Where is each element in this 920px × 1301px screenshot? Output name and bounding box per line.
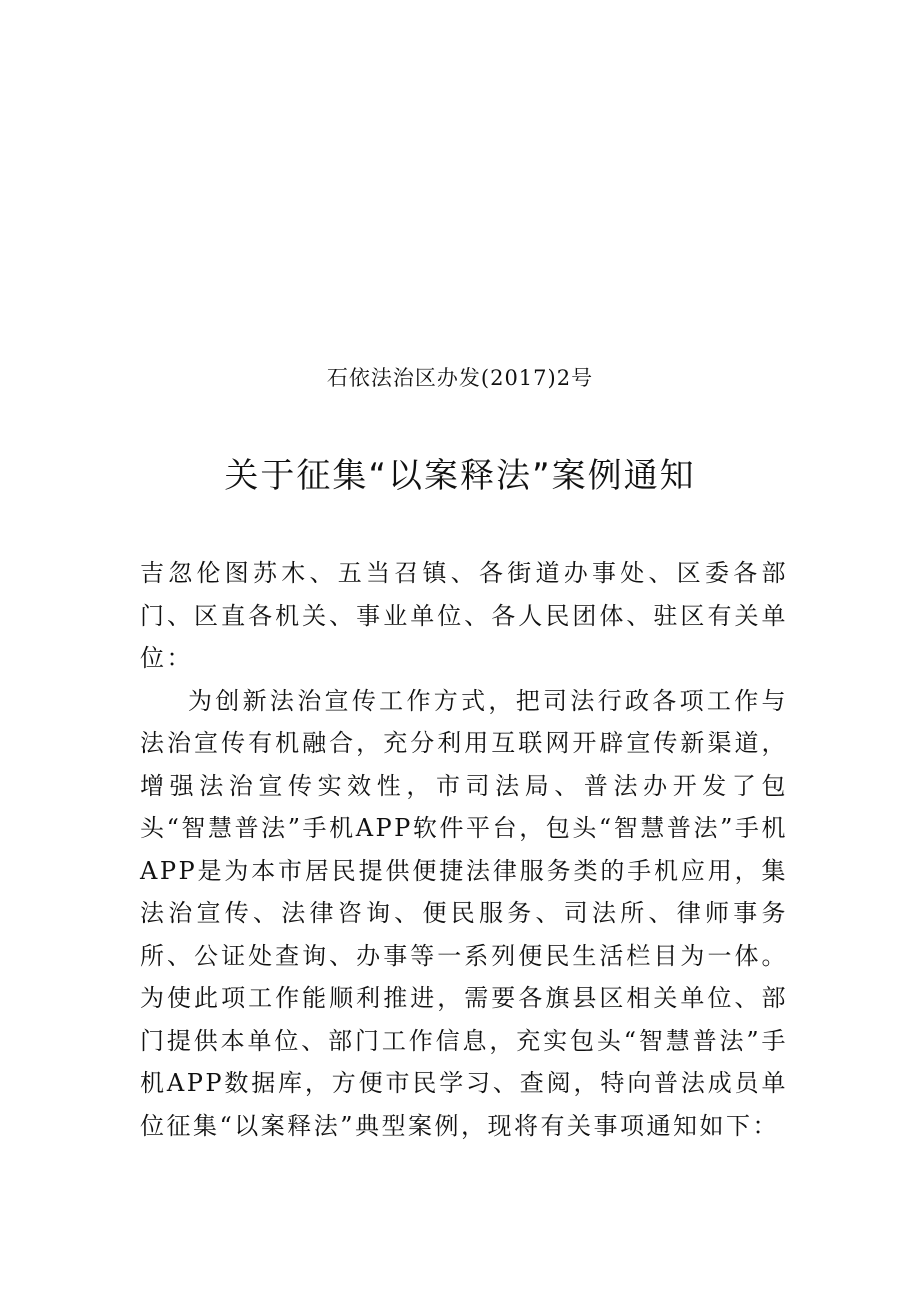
body-paragraph: 为创新法治宣传工作方式，把司法行政各项工作与法治宣传有机融合，充分利用互联网开辟宣传新渠道，增强法治宣传实效性，市司法局、普法办开发了包头“智慧普法”手机APP软件平台，包头“智慧普法”手机APP是为本市居民提供便捷法律服务类的手机应用，集法治宣传、法律咨询、便民服务、司法所、律师事务所、公证处查询、办事等一系列便民生活栏目为一体。为使此项工作能顺利推进，需要各旗县区相关单位、部门提供本单位、部门工作信息，充实包头“智慧普法”手机APP数据库，方便市民学习、查阅，特向普法成员单位征集“以案释法”典型案例，现将有关事项通知如下： bbox=[140, 686, 788, 1140]
document-number: 石依法治区办发(2017)2号 bbox=[326, 366, 594, 390]
document-body bbox=[140, 552, 788, 1147]
addressee-line: 吉忽伦图苏木、五当召镇、各街道办事处、区委各部门、区直各机关、事业单位、各人民团体、驻区有关单位： bbox=[140, 559, 788, 672]
document-title: 关于征集“以案释法”案例通知 bbox=[224, 456, 696, 496]
